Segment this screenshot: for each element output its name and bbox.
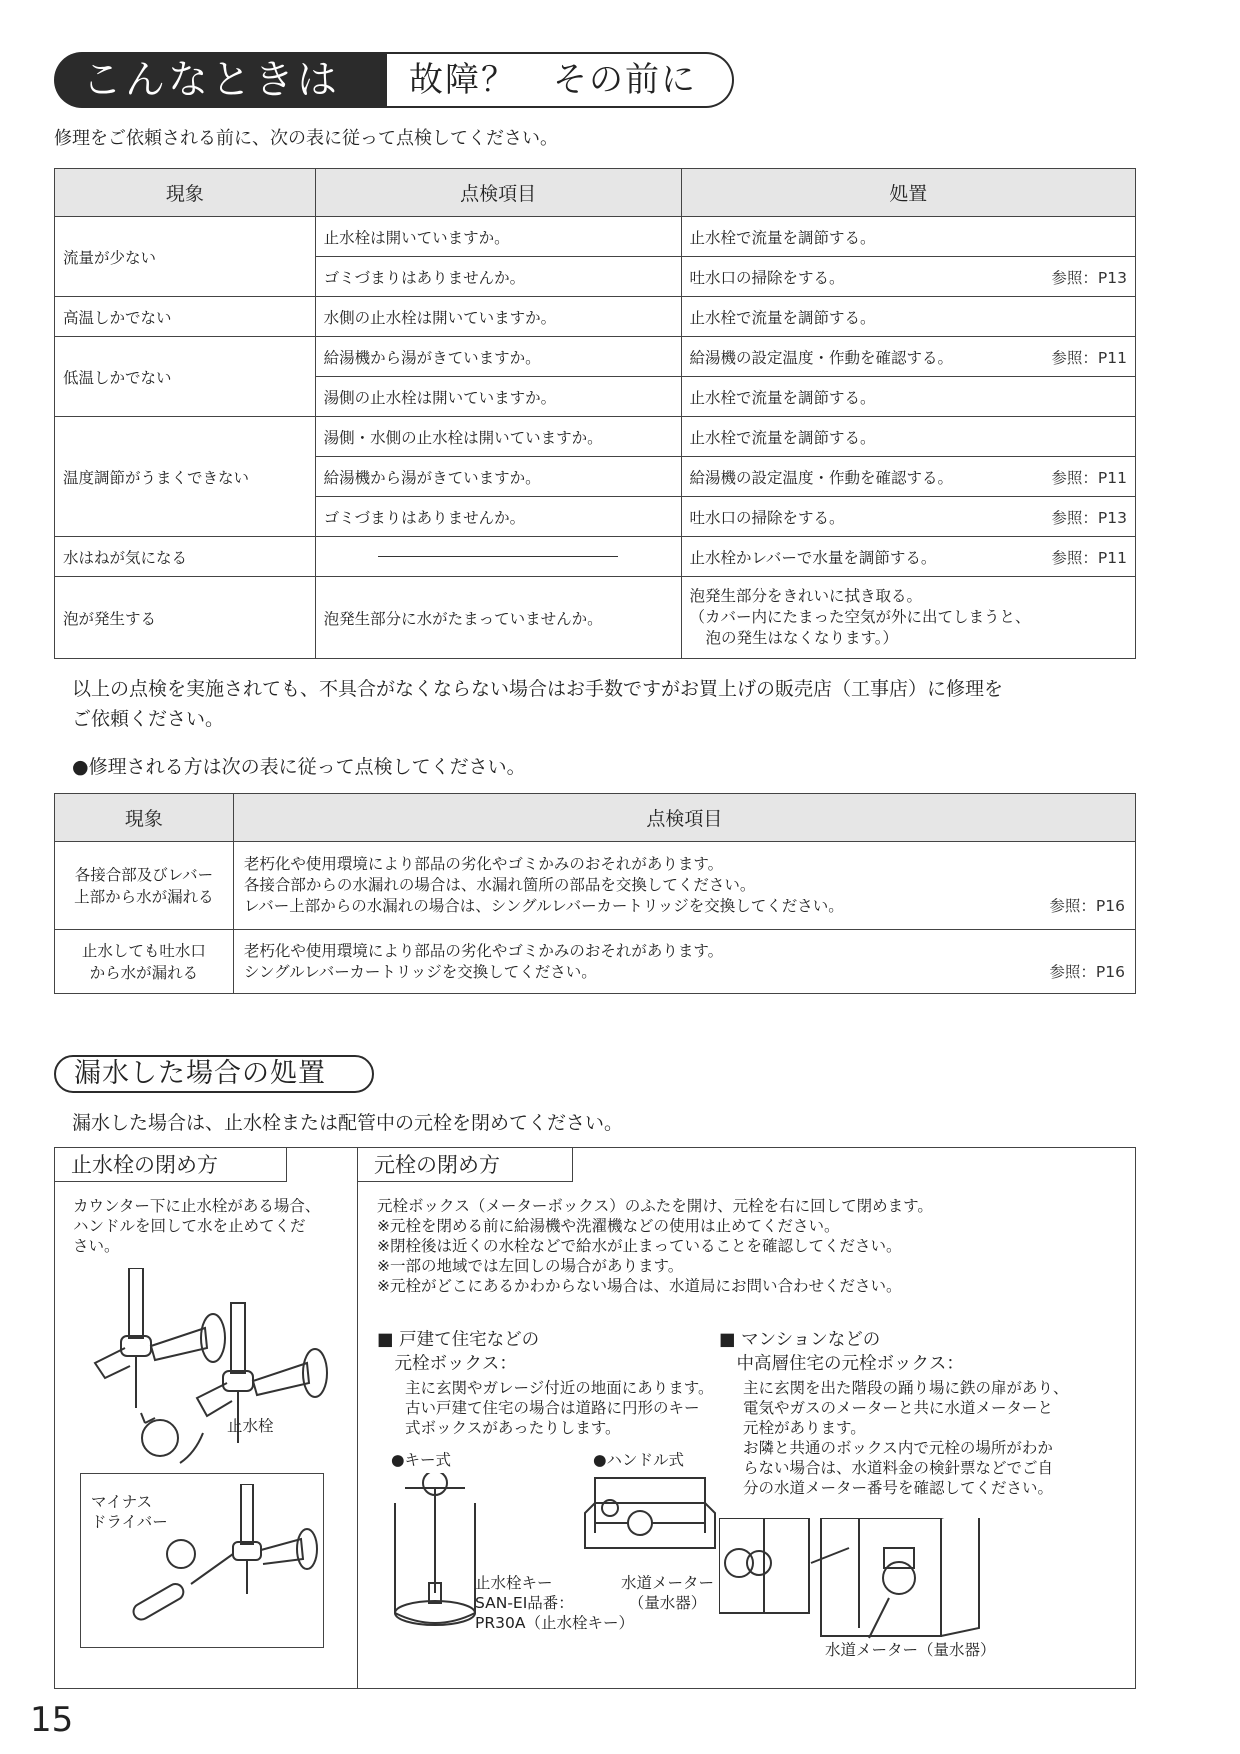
screwdriver-illustration [121, 1484, 321, 1644]
symptom-cell: 泡が発生する [55, 577, 316, 659]
intro-text: 修理をご依頼される前に、次の表に従って点検してください。 [54, 128, 558, 149]
check-cell [233, 842, 1135, 930]
table-header-row [55, 169, 1136, 217]
house-heading-line2: 元栓ボックス： [377, 1354, 517, 1374]
mansion-heading-line2: 中高層住宅の元栓ボックス： [719, 1354, 964, 1374]
stop-valve-line3: さい。 [73, 1237, 120, 1255]
check-line2: 各接合部からの水漏れの場合は、水漏れ箇所の部品を交換してください。 [243, 876, 756, 894]
troubleshooting-table [54, 168, 1136, 659]
fix-text: 止水栓で流量を調節する。 [689, 308, 876, 327]
fix-text: 給湯機の設定温度・作動を確認する。 [689, 468, 954, 487]
header-symptom: 現象 [55, 169, 316, 217]
check-cell-empty [315, 537, 681, 577]
table-row [55, 577, 1136, 659]
house-meter-line1: 水道メーター [621, 1574, 715, 1592]
page-reference: 参照：P16 [1049, 962, 1125, 981]
check-cell: 給湯機から湯がきていますか。 [315, 457, 681, 497]
mansion-desc-line4: お隣と共通のボックス内で元栓の場所がわか [743, 1439, 1053, 1457]
fix-cell [681, 257, 1135, 297]
page-number: 15 [30, 1700, 74, 1740]
repair-note [72, 674, 1132, 734]
mansion-desc-line3: 元栓があります。 [743, 1419, 866, 1437]
repairer-note: ●修理される方は次の表に従って点検してください。 [72, 756, 526, 778]
house-heading-line1: ■ 戸建て住宅などの [377, 1330, 540, 1350]
house-description [405, 1378, 713, 1438]
fix-text: 給湯機の設定温度・作動を確認する。 [689, 348, 954, 367]
fix-cell [681, 377, 1135, 417]
check-line1: 老朽化や使用環境により部品の劣化やゴミかみのおそれがあります。 [243, 855, 724, 873]
leak-section-title: 漏水した場合の処置 [54, 1055, 374, 1093]
page-reference: 参照：P16 [1049, 897, 1125, 915]
header-check: 点検項目 [315, 169, 681, 217]
fix-cell [681, 337, 1135, 377]
fix-text: 吐水口の掃除をする。 [689, 508, 845, 527]
main-valve-note1: ※元栓を閉める前に給湯機や洗濯機などの使用は止めてください。 [377, 1217, 840, 1235]
title-banner [54, 52, 734, 108]
symptom-line1: 各接合部及びレバー [74, 865, 214, 884]
main-valve-note3: ※一部の地域では左回しの場合があります。 [377, 1257, 684, 1275]
repairer-table [54, 793, 1136, 994]
fix-text: 止水栓で流量を調節する。 [689, 228, 876, 247]
symptom-cell: 温度調節がうまくできない [55, 417, 316, 537]
house-desc-line3: 式ボックスがあったりします。 [405, 1419, 621, 1437]
check-line3-text: レバー上部からの水漏れの場合は、シングルレバーカートリッジを交換してください。 [243, 897, 844, 915]
valve-key-line1: 止水栓キー [475, 1574, 553, 1592]
valve-key-label [475, 1573, 634, 1633]
stop-valve-label: 止水栓 [227, 1417, 274, 1435]
stop-valve-line2: ハンドルを回して水を止めてくだ [73, 1217, 306, 1235]
symptom-cell: 水はねが気になる [55, 537, 316, 577]
leak-section-intro: 漏水した場合は、止水栓または配管中の元栓を閉めてください。 [72, 1112, 624, 1134]
screwdriver-inset [80, 1473, 324, 1648]
fix-text: 吐水口の掃除をする。 [689, 268, 845, 287]
repair-note-line1: 以上の点検を実施されても、不具合がなくならない場合はお手数ですがお買上げの販売店（工事店）に修理を [72, 678, 1004, 700]
page-reference: 参照：P13 [1051, 508, 1127, 527]
check-cell: ゴミづまりはありませんか。 [315, 257, 681, 297]
header-fix: 処置 [681, 169, 1135, 217]
house-meter-line2: （量水器） [628, 1594, 707, 1612]
main-valve-note4: ※元栓がどこにあるかわからない場合は、水道局にお問い合わせください。 [377, 1277, 902, 1295]
mansion-desc-line2: 電気やガスのメーターと共に水道メーターと [743, 1399, 1054, 1417]
symptom-cell: 低温しかでない [55, 337, 316, 417]
stop-valve-line1: カウンター下に止水栓がある場合、 [73, 1197, 321, 1215]
table-header-row [55, 794, 1136, 842]
check-line1: 老朽化や使用環境により部品の劣化やゴミかみのおそれがあります。 [243, 941, 724, 960]
mansion-meter-label: 水道メーター（量水器） [825, 1641, 996, 1659]
header-check: 点検項目 [233, 794, 1135, 842]
fix-text: 止水栓で流量を調節する。 [689, 428, 876, 447]
valve-key-illustration [385, 1473, 485, 1633]
symptom-cell: 流量が少ない [55, 217, 316, 297]
page-reference: 参照：P11 [1051, 468, 1127, 487]
check-line3 [244, 896, 1125, 917]
check-cell: 泡発生部分に水がたまっていませんか。 [315, 577, 681, 659]
mansion-desc-line1: 主に玄関を出た階段の踊り場に鉄の扉があり、 [743, 1379, 1069, 1397]
symptom-line2: から水が漏れる [89, 963, 199, 982]
repair-note-line2: ご依頼ください。 [72, 708, 225, 730]
dash-line [378, 556, 618, 557]
check-cell: 湯側・水側の止水栓は開いていますか。 [315, 417, 681, 457]
table-row [55, 417, 1136, 457]
stop-valve-illustration [85, 1268, 335, 1478]
header-symptom: 現象 [55, 794, 234, 842]
fix-cell [681, 217, 1135, 257]
handle-type-label: ●ハンドル式 [593, 1451, 685, 1469]
tab-main-valve: 元栓の閉め方 [358, 1148, 573, 1182]
check-cell [233, 930, 1135, 994]
mansion-meter-illustration [719, 1518, 1119, 1658]
box-divider [357, 1148, 358, 1688]
table-row [55, 297, 1136, 337]
house-meter-label [621, 1573, 714, 1613]
key-type-label: ●キー式 [391, 1451, 452, 1469]
house-heading [377, 1328, 539, 1376]
fix-cell [681, 537, 1135, 577]
fix-cell [681, 497, 1135, 537]
fix-cell [681, 457, 1135, 497]
valve-key-line2: SAN-EI品番： [475, 1594, 574, 1612]
page-reference: 参照：P11 [1051, 548, 1127, 567]
fix-text: 止水栓かレバーで水量を調節する。 [689, 548, 937, 567]
symptom-cell: 高温しかでない [55, 297, 316, 337]
fix-text: 泡発生部分をきれいに拭き取る。 [689, 587, 923, 605]
banner-title-light: 故障？ その前に [387, 52, 734, 108]
house-desc-line1: 主に玄関やガレージ付近の地面にあります。 [405, 1379, 714, 1397]
mansion-desc-line5: らない場合は、水道料金の検針票などでご自 [743, 1459, 1054, 1477]
mansion-desc-line6: 分の水道メーター番号を確認してください。 [743, 1479, 1054, 1497]
main-valve-note2: ※閉栓後は近くの水栓などで給水が止まっていることを確認してください。 [377, 1237, 902, 1255]
valve-key-line3: PR30A（止水栓キー） [475, 1614, 634, 1632]
check-line2-text: シングルレバーカートリッジを交換してください。 [243, 962, 597, 981]
leak-procedure-box [54, 1147, 1136, 1689]
fix-text-note1: （カバー内にたまった空気が外に出てしまうと、 [689, 608, 1031, 626]
fix-cell [681, 417, 1135, 457]
fix-text-note2: 泡の発生はなくなります。） [705, 629, 899, 647]
check-cell: 止水栓は開いていますか。 [315, 217, 681, 257]
main-valve-line1: 元栓ボックス（メーターボックス）のふたを開け、元栓を右に回して閉めます。 [377, 1197, 933, 1215]
tab-stop-valve: 止水栓の閉め方 [55, 1148, 287, 1182]
main-valve-instructions [377, 1196, 933, 1296]
screwdriver-label-line1: マイナス [91, 1493, 153, 1511]
check-line2 [244, 962, 1125, 983]
fix-cell [681, 577, 1135, 659]
check-cell: 湯側の止水栓は開いていますか。 [315, 377, 681, 417]
screwdriver-label-line2: ドライバー [91, 1513, 168, 1531]
mansion-description [743, 1378, 1069, 1498]
fix-cell [681, 297, 1135, 337]
table-row [55, 930, 1136, 994]
check-cell: ゴミづまりはありませんか。 [315, 497, 681, 537]
page-reference: 参照：P13 [1051, 268, 1127, 287]
symptom-cell [55, 930, 234, 994]
symptom-cell [55, 842, 234, 930]
table-row [55, 842, 1136, 930]
table-row [55, 537, 1136, 577]
symptom-line1: 止水しても吐水口 [81, 941, 206, 960]
stop-valve-instructions [73, 1196, 320, 1256]
check-cell: 給湯機から湯がきていますか。 [315, 337, 681, 377]
mansion-heading [719, 1328, 964, 1376]
table-row [55, 217, 1136, 257]
meter-box-illustration [580, 1473, 720, 1563]
fix-text: 止水栓で流量を調節する。 [689, 388, 876, 407]
check-cell: 水側の止水栓は開いていますか。 [315, 297, 681, 337]
table-row [55, 337, 1136, 377]
banner-title-dark: こんなときは [54, 52, 389, 108]
symptom-line2: 上部から水が漏れる [74, 887, 214, 906]
house-desc-line2: 古い戸建て住宅の場合は道路に円形のキー [405, 1399, 700, 1417]
mansion-heading-line1: ■ マンションなどの [719, 1330, 881, 1350]
page-reference: 参照：P11 [1051, 348, 1127, 367]
